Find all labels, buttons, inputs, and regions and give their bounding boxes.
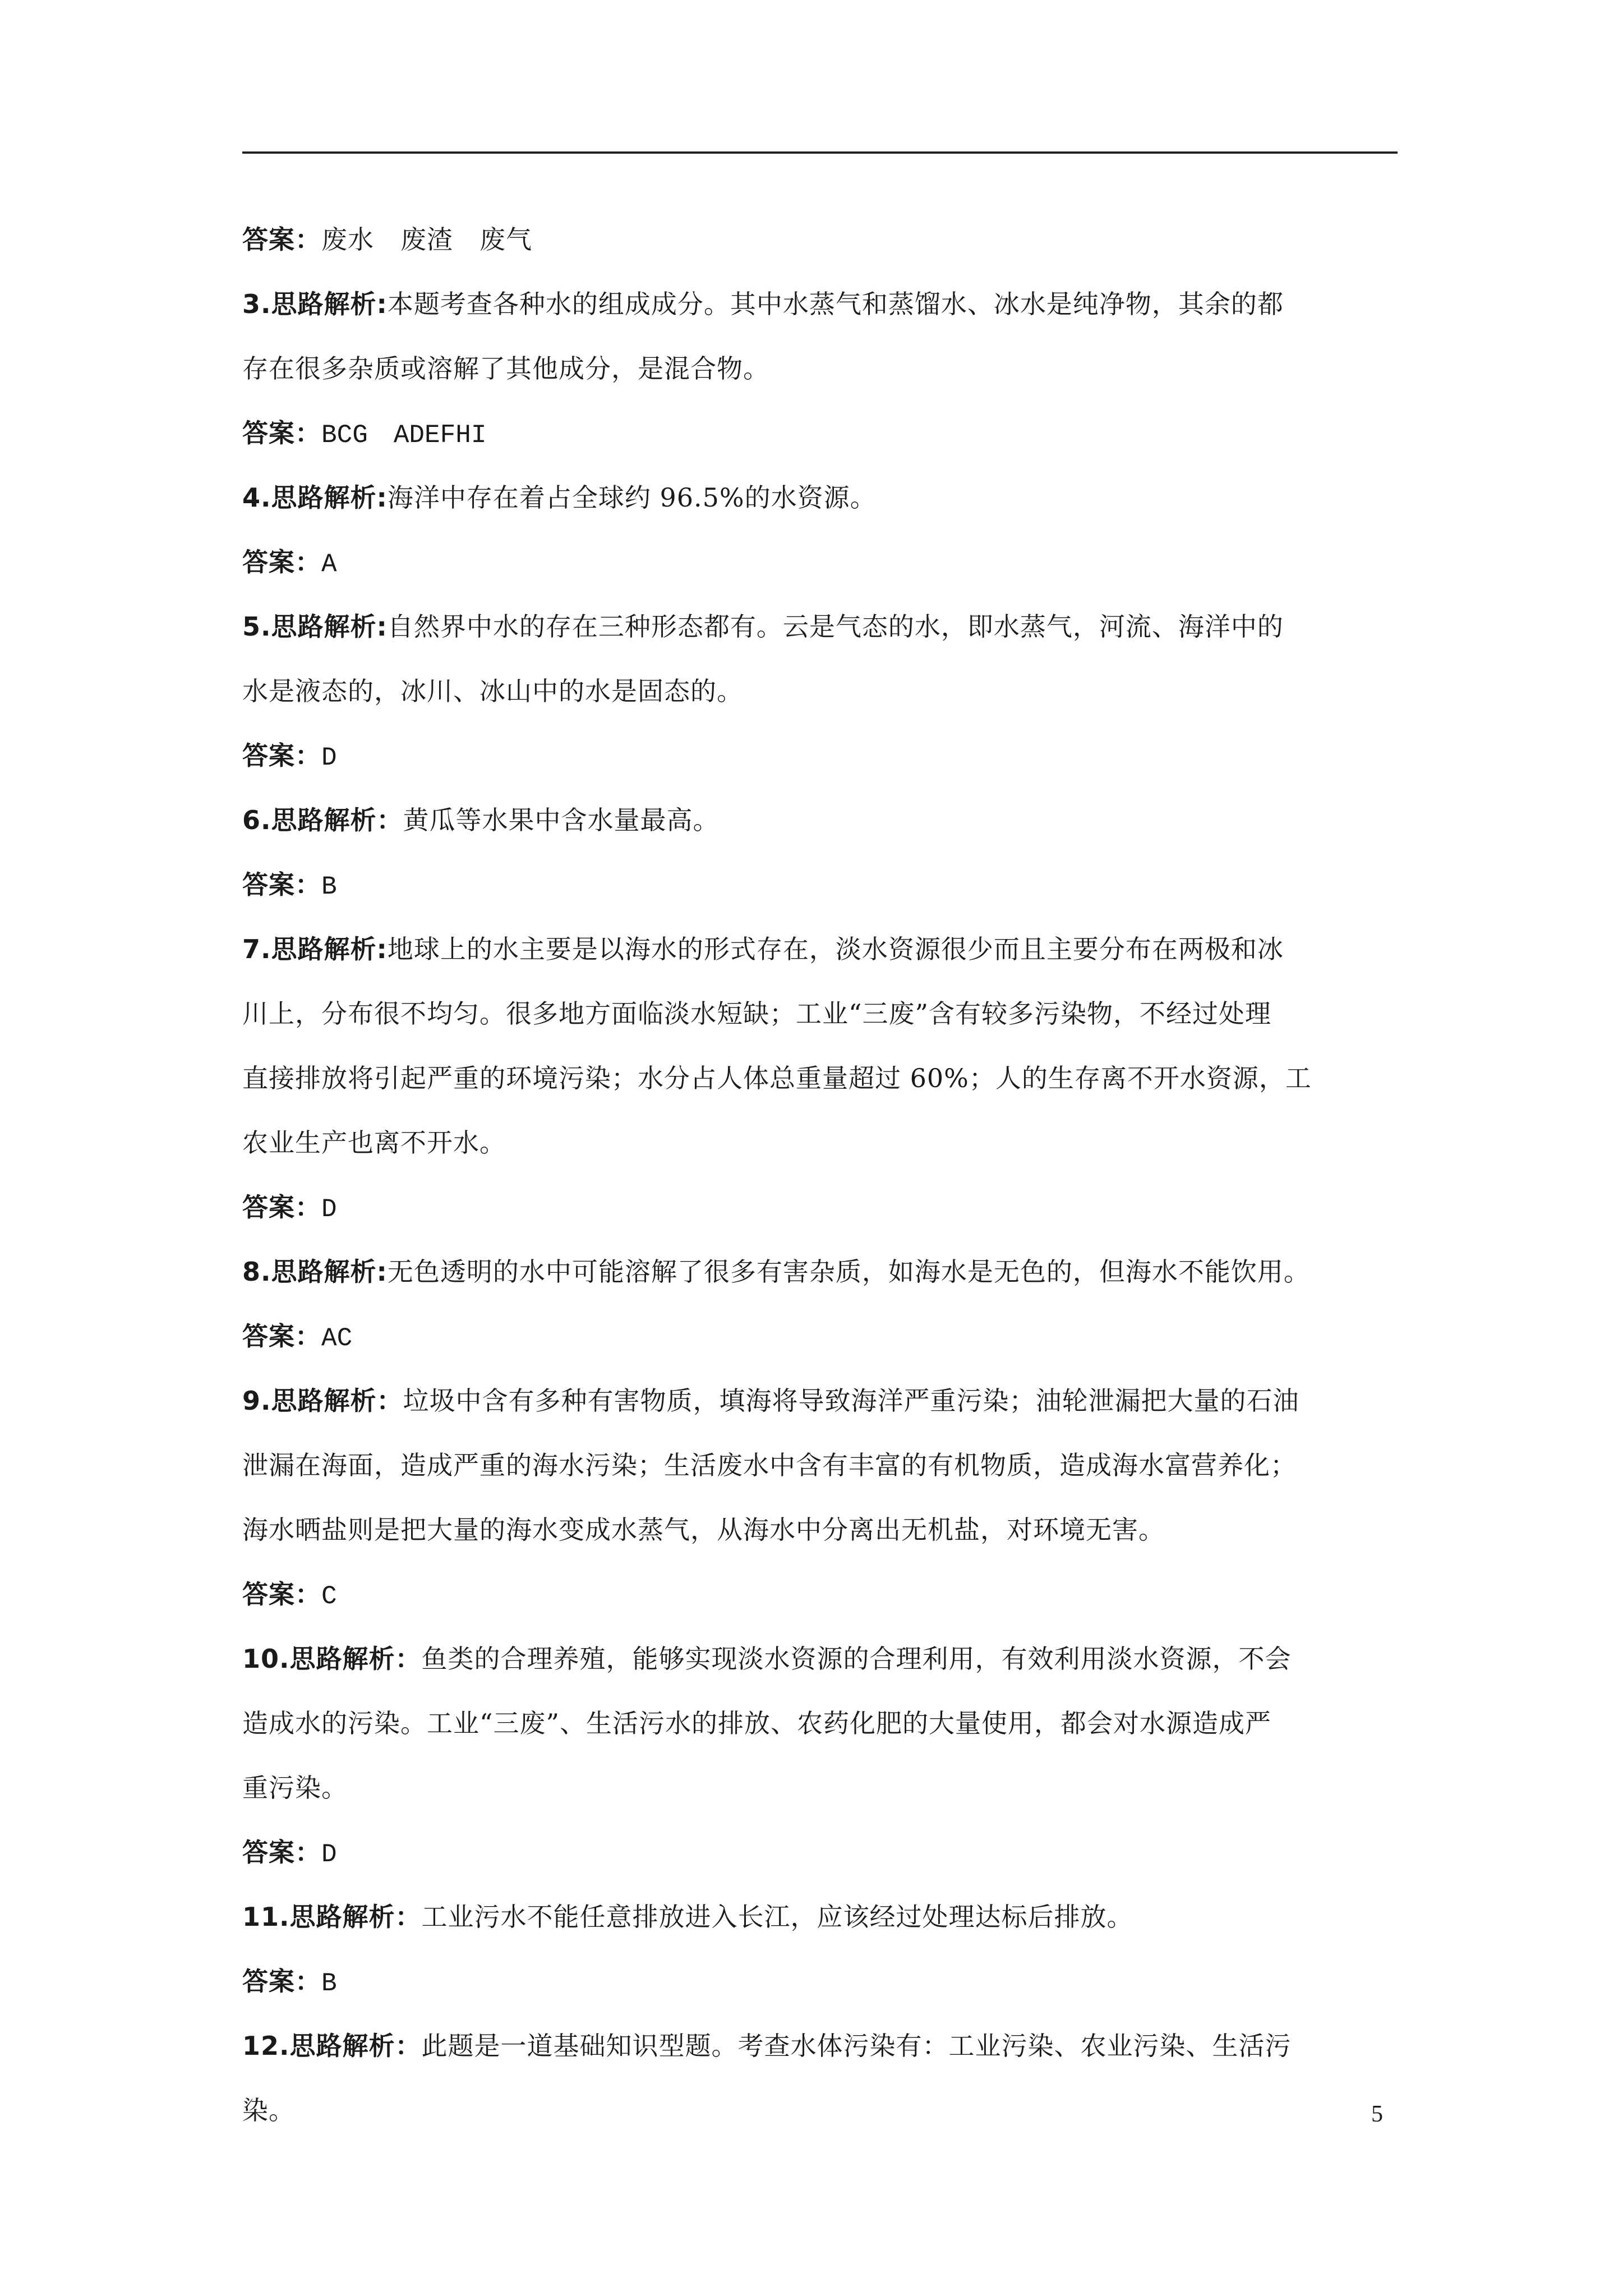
- analysis-line: [242, 595, 1399, 659]
- answer-value: A: [321, 550, 337, 579]
- answer-line: [242, 853, 1399, 917]
- analysis-line: [242, 1111, 1399, 1175]
- analysis-text: 自然界中水的存在三种形态都有。云是气态的水，即水蒸气，河流、海洋中的: [387, 611, 1284, 642]
- analysis-line: [242, 917, 1399, 982]
- analysis-text: 重污染。: [242, 1773, 348, 1803]
- analysis-line: [242, 337, 1399, 401]
- answer-line: [242, 1562, 1399, 1627]
- analysis-text: 泄漏在海面，造成严重的海水污染；生活废水中含有丰富的有机物质，造成海水富营养化；: [242, 1450, 1297, 1480]
- answer-line: [242, 1949, 1399, 2014]
- answer-line: [242, 208, 1399, 272]
- answer-value: D: [321, 1195, 337, 1224]
- analysis-text: 海水晒盐则是把大量的海水变成水蒸气，从海水中分离出无机盐，对环境无害。: [242, 1515, 1165, 1545]
- analysis-label: 8.思路解析:: [242, 1257, 388, 1287]
- answer-line: [242, 1175, 1399, 1240]
- analysis-line: [242, 272, 1399, 337]
- analysis-line: [242, 1627, 1399, 1691]
- answer-label: 答案：: [242, 1966, 321, 1996]
- answer-label: 答案：: [242, 740, 321, 771]
- analysis-line: [242, 788, 1399, 853]
- analysis-text: 存在很多杂质或溶解了其他成分，是混合物。: [242, 353, 769, 384]
- document-body: [242, 208, 1399, 2143]
- page-number: 5: [1371, 2101, 1383, 2127]
- answer-value: AC: [321, 1324, 353, 1353]
- analysis-line: [242, 1433, 1399, 1498]
- header-rule: [242, 151, 1398, 154]
- analysis-line: [242, 1369, 1399, 1433]
- answer-value: D: [321, 1840, 337, 1869]
- answer-label: 答案：: [242, 869, 321, 900]
- analysis-line: [242, 466, 1399, 530]
- analysis-line: [242, 1691, 1399, 1756]
- answer-line: [242, 724, 1399, 788]
- answer-label: 答案：: [242, 1192, 321, 1222]
- answer-value: B: [321, 872, 337, 901]
- answer-label: 答案：: [242, 1321, 321, 1351]
- analysis-label: 4.思路解析:: [242, 482, 388, 513]
- analysis-label: 10.思路解析：: [242, 1644, 422, 1674]
- analysis-text: 海洋中存在着占全球约 96.5%的水资源。: [387, 482, 877, 513]
- answer-line: [242, 530, 1399, 595]
- analysis-text: 染。: [242, 2095, 295, 2125]
- analysis-text: 此题是一道基础知识型题。考查水体污染有：工业污染、农业污染、生活污: [421, 2031, 1292, 2061]
- analysis-text: 本题考查各种水的组成成分。其中水蒸气和蒸馏水、冰水是纯净物，其余的都: [387, 289, 1284, 319]
- answer-value: B: [321, 1969, 337, 1998]
- analysis-text: 川上，分布很不均匀。很多地方面临淡水短缺；工业“三废”含有较多污染物，不经过处理: [242, 999, 1272, 1029]
- analysis-line: [242, 1240, 1399, 1304]
- analysis-label: 7.思路解析:: [242, 934, 388, 964]
- analysis-text: 农业生产也离不开水。: [242, 1128, 506, 1158]
- analysis-line: [242, 659, 1399, 724]
- analysis-text: 造成水的污染。工业“三废”、生活污水的排放、农药化肥的大量使用，都会对水源造成严: [242, 1708, 1272, 1738]
- answer-value: BCG ADEFHI: [321, 421, 487, 450]
- analysis-line: [242, 2078, 1399, 2143]
- analysis-label: 9.思路解析：: [242, 1386, 403, 1416]
- analysis-text: 地球上的水主要是以海水的形式存在，淡水资源很少而且主要分布在两极和冰: [387, 934, 1284, 964]
- analysis-line: [242, 1498, 1399, 1562]
- analysis-label: 5.思路解析:: [242, 611, 388, 642]
- analysis-text: 黄瓜等水果中含水量最高。: [403, 805, 720, 835]
- answer-line: [242, 401, 1399, 466]
- answer-value: C: [321, 1582, 337, 1611]
- analysis-line: [242, 1046, 1399, 1111]
- answer-value: 废水 废渣 废气: [321, 224, 532, 255]
- answer-label: 答案：: [242, 418, 321, 448]
- analysis-text: 鱼类的合理养殖，能够实现淡水资源的合理利用，有效利用淡水资源，不会: [421, 1644, 1292, 1674]
- analysis-label: 3.思路解析:: [242, 289, 388, 319]
- answer-value: D: [321, 743, 337, 772]
- answer-label: 答案：: [242, 1579, 321, 1609]
- analysis-label: 12.思路解析：: [242, 2031, 422, 2061]
- analysis-label: 11.思路解析：: [242, 1902, 422, 1932]
- answer-label: 答案：: [242, 224, 321, 255]
- analysis-line: [242, 1756, 1399, 1820]
- answer-line: [242, 1820, 1399, 1885]
- analysis-text: 工业污水不能任意排放进入长江，应该经过处理达标后排放。: [421, 1902, 1133, 1932]
- answer-label: 答案：: [242, 1837, 321, 1867]
- analysis-line: [242, 2014, 1399, 2078]
- answer-label: 答案：: [242, 547, 321, 577]
- answer-line: [242, 1304, 1399, 1369]
- analysis-text: 无色透明的水中可能溶解了很多有害杂质，如海水是无色的，但海水不能饮用。: [387, 1257, 1310, 1287]
- analysis-line: [242, 982, 1399, 1046]
- analysis-line: [242, 1885, 1399, 1949]
- analysis-text: 垃圾中含有多种有害物质，填海将导致海洋严重污染；油轮泄漏把大量的石油: [403, 1386, 1299, 1416]
- analysis-text: 水是液态的，冰川、冰山中的水是固态的。: [242, 676, 743, 706]
- analysis-label: 6.思路解析：: [242, 805, 403, 835]
- analysis-text: 直接排放将引起严重的环境污染；水分占人体总重量超过 60%；人的生存离不开水资源，工: [242, 1063, 1312, 1093]
